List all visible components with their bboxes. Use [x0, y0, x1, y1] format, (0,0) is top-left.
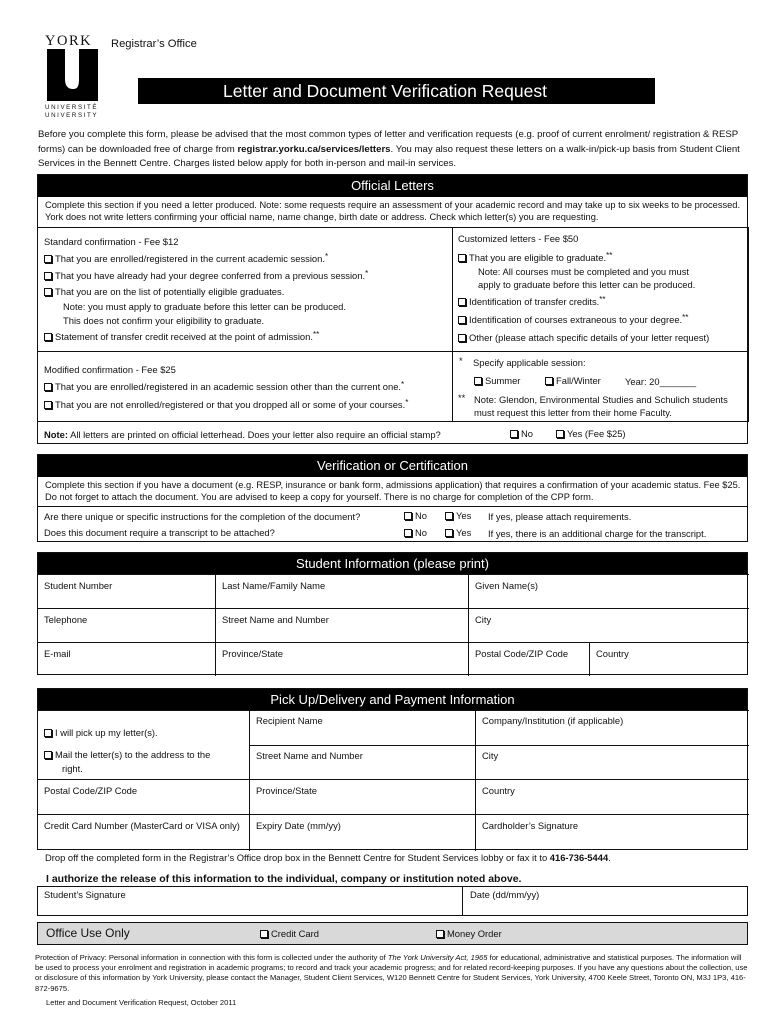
q1-note: If yes, please attach requirements. — [488, 511, 632, 522]
q2-yes-option[interactable]: Yes — [445, 527, 471, 538]
office-use-label: Office Use Only — [46, 926, 130, 940]
checkbox[interactable] — [44, 751, 52, 759]
modified-opt1[interactable]: That you are enrolled/registered in an academic session other than the current one.* — [44, 380, 404, 392]
checkbox[interactable] — [44, 333, 52, 341]
telephone-label: Telephone — [44, 614, 88, 625]
mail-option[interactable]: Mail the letter(s) to the address to the — [44, 749, 210, 760]
company-label: Company/Institution (if applicable) — [482, 715, 624, 726]
checkbox[interactable] — [260, 930, 268, 938]
checkbox[interactable] — [510, 430, 518, 438]
standard-opt3-note2: This does not confirm your eligibility to graduate. — [63, 315, 265, 326]
checkbox[interactable] — [458, 298, 466, 306]
country-label: Country — [596, 648, 629, 659]
student-signature-label: Student’s Signature — [44, 889, 126, 900]
year-field[interactable]: Year: 20_______ — [625, 376, 697, 387]
verification-q2: Does this document require a transcript to be attached? — [44, 527, 275, 538]
q2-no-option[interactable]: No — [404, 527, 427, 538]
customized-opt4[interactable]: Other (please attach specific details of your letter request) — [458, 332, 709, 343]
checkbox[interactable] — [44, 272, 52, 280]
dropoff-instructions: Drop off the completed form in the Registrar’s Office drop box in the Bennett Centre for Student Services lobby or fax it to 416-736-5444. — [45, 852, 611, 863]
stamp-no-option[interactable]: No — [510, 428, 533, 439]
expiry-label: Expiry Date (mm/yy) — [256, 820, 341, 831]
date-label: Date (dd/mm/yy) — [470, 889, 540, 900]
stamp-note: Note: All letters are printed on official letterhead. Does your letter also require an official stamp? — [44, 429, 441, 440]
checkbox[interactable] — [545, 377, 553, 385]
customized-opt3[interactable]: Identification of courses extraneous to your degree.** — [458, 313, 688, 325]
city-label: City — [475, 614, 492, 625]
form-footer: Letter and Document Verification Request, October 2011 — [46, 998, 237, 1007]
checkbox[interactable] — [458, 254, 466, 262]
official-letters-section — [37, 174, 748, 444]
glendon-note1: Note: Glendon, Environmental Studies and Schulich students — [474, 394, 728, 405]
last-name-label: Last Name/Family Name — [222, 580, 326, 591]
office-money-order-option[interactable]: Money Order — [436, 928, 502, 939]
standard-opt2[interactable]: That you have already had your degree conferred from a previous session.* — [44, 269, 368, 281]
customized-opt2[interactable]: Identification of transfer credits.** — [458, 295, 606, 307]
authorization-statement: I authorize the release of this information to the individual, company or institution noted above. — [46, 873, 522, 885]
official-letters-description: Complete this section if you need a letter produced. Note: some requests require an assessment of your academic record and may take up to six weeks to be processed. York does not write letters confirming your official name, name change, birth date or address. Check which letter(s) you are requesting. — [45, 200, 741, 222]
pickup-section — [37, 688, 748, 850]
customized-title: Customized letters - Fee $50 — [458, 233, 579, 244]
student-info-heading: Student Information (please print) — [38, 553, 747, 575]
glendon-stars: ** — [458, 392, 466, 403]
pickup-postal-label: Postal Code/ZIP Code — [44, 785, 138, 796]
customized-opt1[interactable]: That you are eligible to graduate.** — [458, 251, 612, 263]
customized-opt1-note1: Note: All courses must be completed and you must — [478, 266, 690, 277]
standard-opt3[interactable]: That you are on the list of potentially eligible graduates. — [44, 286, 284, 297]
summer-option[interactable]: Summer — [474, 375, 520, 386]
privacy-statement: Protection of Privacy: Personal information in connection with this form is collected under the authority of The York University Act, 1965 for educational, administrative and statistical purposes. The information will be used to process your enrolment and registration in academic programs; to record and track your academic progress; and for related record-keeping purposes. If you have any questions about the collection, use or disclosure of this information by York University, please contact the Manager, Student Client Services, W120 Bennett Centre for Student Services, York University, 4700 Keele Street, Toronto ON, M3J 1P3, 416-872-9675. — [35, 953, 748, 993]
checkbox[interactable] — [436, 930, 444, 938]
mail-option-line2: right. — [62, 763, 83, 774]
standard-opt3-note1: Note: you must apply to graduate before this letter can be produced. — [63, 301, 346, 312]
session-star: * — [459, 355, 463, 366]
student-info-section — [37, 552, 748, 675]
intro-text: Before you complete this form, please be advised that the most common types of letter and verification requests (e.g. proof of current enrolment/ registration & RESP forms) can be downloaded free of charge from registrar.yorku.ca/services/letters. You may also request these letters on a walk-in/pick-up basis from Student Client Services in the Bennett Centre. Charges listed below apply for both in-person and mail-in services. — [38, 129, 740, 170]
checkbox[interactable] — [404, 529, 412, 537]
pickup-option[interactable]: I will pick up my letter(s). — [44, 727, 158, 738]
customized-opt1-note2: apply to graduate before this letter can be produced. — [478, 279, 696, 290]
office-credit-card-option[interactable]: Credit Card — [260, 928, 319, 939]
checkbox[interactable] — [44, 383, 52, 391]
street-label: Street Name and Number — [222, 614, 329, 625]
stamp-yes-option[interactable]: Yes (Fee $25) — [556, 428, 626, 439]
checkbox[interactable] — [44, 729, 52, 737]
pickup-province-label: Province/State — [256, 785, 317, 796]
email-label: E-mail — [44, 648, 71, 659]
checkbox[interactable] — [44, 401, 52, 409]
fall-winter-option[interactable]: Fall/Winter — [545, 375, 601, 386]
province-label: Province/State — [222, 648, 283, 659]
checkbox[interactable] — [44, 288, 52, 296]
verification-description: Complete this section if you have a document (e.g. RESP, insurance or bank form, admissions application) that requires a confirmation of your academic status. Fee $25. Do not forget to attach the document. You are advised to keep a copy for yourself. There is no charge for completion of the CPP form. — [45, 480, 741, 502]
checkbox[interactable] — [44, 255, 52, 263]
city-field[interactable] — [468, 608, 749, 643]
authorization-section — [37, 886, 748, 916]
checkbox[interactable] — [404, 512, 412, 520]
q2-note: If yes, there is an additional charge for the transcript. — [488, 528, 707, 539]
given-names-label: Given Name(s) — [475, 580, 539, 591]
registrar-office-label: Registrar’s Office — [111, 38, 197, 50]
modified-title: Modified confirmation - Fee $25 — [44, 364, 176, 375]
q1-yes-option[interactable]: Yes — [445, 510, 471, 521]
verification-q1: Are there unique or specific instructions for the completion of the document? — [44, 511, 361, 522]
standard-opt4[interactable]: Statement of transfer credit received at the point of admission.** — [44, 330, 319, 342]
checkbox[interactable] — [556, 430, 564, 438]
pickup-country-field[interactable] — [475, 779, 749, 815]
office-use-section — [37, 922, 748, 945]
modified-opt2[interactable]: That you are not enrolled/registered or that you dropped all or some of your courses.* — [44, 398, 408, 410]
standard-title: Standard confirmation - Fee $12 — [44, 236, 179, 247]
pickup-country-label: Country — [482, 785, 515, 796]
verification-heading: Verification or Certification — [38, 455, 747, 477]
checkbox[interactable] — [458, 334, 466, 342]
credit-card-label: Credit Card Number (MasterCard or VISA only) — [44, 820, 240, 831]
q1-no-option[interactable]: No — [404, 510, 427, 521]
pickup-city-field[interactable] — [475, 745, 749, 780]
checkbox[interactable] — [445, 529, 453, 537]
page-title: Letter and Document Verification Request — [138, 78, 655, 104]
checkbox[interactable] — [474, 377, 482, 385]
standard-opt1[interactable]: That you are enrolled/registered in the current academic session.* — [44, 252, 328, 264]
letters-url-link[interactable]: registrar.yorku.ca/services/letters — [237, 143, 391, 155]
verification-section — [37, 454, 748, 542]
logo-york-text: YORK — [45, 33, 93, 49]
checkbox[interactable] — [445, 512, 453, 520]
postal-label: Postal Code/ZIP Code — [475, 648, 569, 659]
glendon-note2: must request this letter from their home Faculty. — [474, 407, 672, 418]
york-u-logo — [45, 49, 100, 101]
logo-university-text: UNIVERSITÉ UNIVERSITY — [45, 104, 99, 119]
session-label: Specify applicable session: — [473, 357, 586, 368]
pickup-street-label: Street Name and Number — [256, 750, 363, 761]
pickup-heading: Pick Up/Delivery and Payment Information — [38, 689, 747, 711]
recipient-label: Recipient Name — [256, 715, 323, 726]
checkbox[interactable] — [458, 316, 466, 324]
official-letters-heading: Official Letters — [38, 175, 747, 197]
pickup-city-label: City — [482, 750, 499, 761]
cardholder-signature-label: Cardholder’s Signature — [482, 820, 579, 831]
student-number-label: Student Number — [44, 580, 113, 591]
